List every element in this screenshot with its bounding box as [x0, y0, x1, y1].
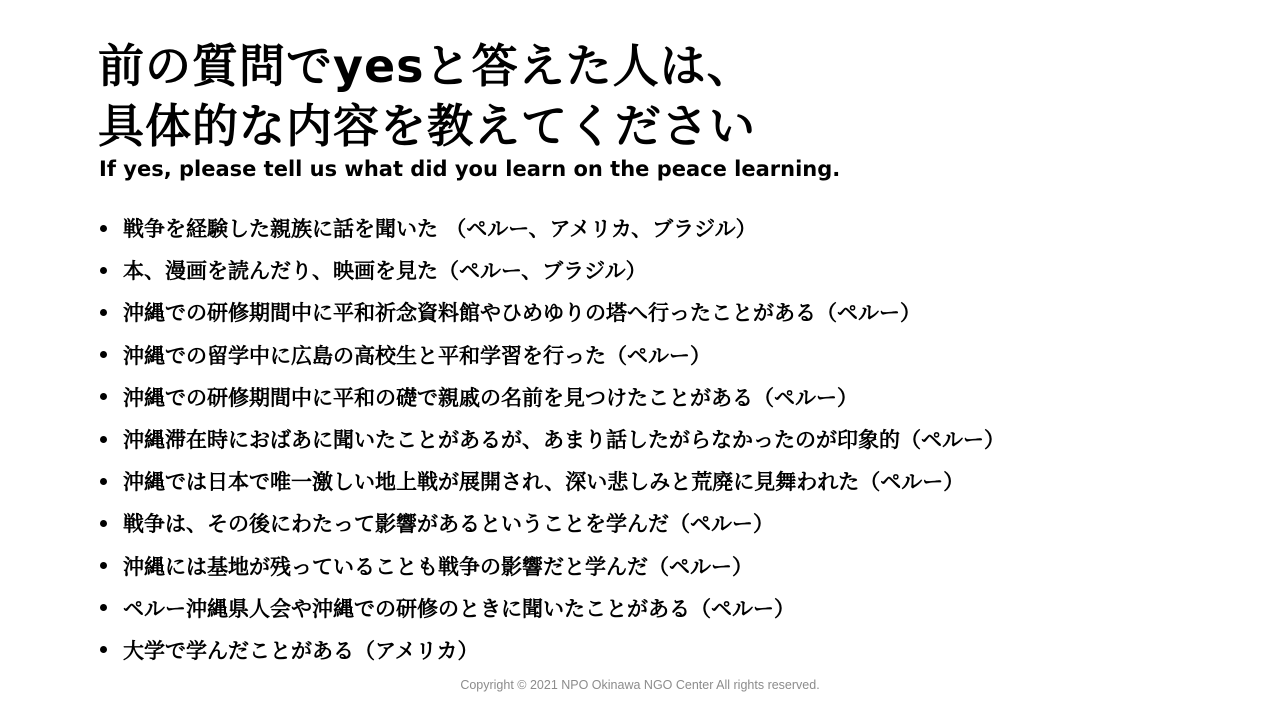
- bullet-icon: [100, 309, 107, 316]
- bullet-item: [98, 291, 1248, 333]
- bullet-icon: [100, 562, 107, 569]
- bullet-item: [98, 545, 1248, 587]
- bullet-item: [98, 376, 1248, 418]
- bullet-item: [98, 460, 1248, 502]
- bullet-icon: [100, 393, 107, 400]
- bullet-item: [98, 418, 1248, 460]
- bullet-icon: [100, 351, 107, 358]
- title-line-2: 具体的な内容を教えてください: [98, 99, 756, 153]
- bullet-icon: [100, 436, 107, 443]
- bullet-text: 沖縄での研修期間中に平和祈念資料館やひめゆりの塔へ行ったことがある（ペルー）: [123, 301, 921, 326]
- bullet-item: [98, 249, 1248, 291]
- bullet-text: 本、漫画を読んだり、映画を見た（ペルー、ブラジル）: [123, 259, 647, 284]
- bullet-icon: [100, 604, 107, 611]
- bullet-text: 戦争は、その後にわたって影響があるということを学んだ（ペルー）: [123, 512, 774, 537]
- bullet-item: [98, 207, 1248, 249]
- bullet-icon: [100, 520, 107, 527]
- bullet-icon: [100, 646, 107, 653]
- bullet-text: 戦争を経験した親族に話を聞いた （ペルー、アメリカ、ブラジル）: [123, 217, 757, 242]
- bullet-text: 沖縄滞在時におばあに聞いたことがあるが、あまり話したがらなかったのが印象的（ペルー）: [123, 428, 1005, 453]
- bullet-icon: [100, 225, 107, 232]
- bullet-item: [98, 587, 1248, 629]
- bullet-text: 大学で学んだことがある（アメリカ）: [123, 638, 479, 663]
- slide-title: [98, 36, 1198, 156]
- bullet-item: [98, 629, 1248, 671]
- slide-subtitle: If yes, please tell us what did you learn on the peace learning.: [99, 157, 841, 181]
- bullet-text: ペルー沖縄県人会や沖縄での研修のときに聞いたことがある（ペルー）: [123, 596, 795, 621]
- bullet-item: [98, 334, 1248, 376]
- bullet-item: [98, 502, 1248, 544]
- bullet-list: [98, 207, 1248, 671]
- bullet-text: 沖縄では日本で唯一激しい地上戦が展開され、深い悲しみと荒廃に見舞われた（ペルー）: [123, 470, 965, 495]
- bullet-text: 沖縄には基地が残っていることも戦争の影響だと学んだ（ペルー）: [123, 554, 753, 579]
- title-line-1: 前の質問でyesと答えた人は、: [98, 39, 754, 93]
- copyright-footer: Copyright © 2021 NPO Okinawa NGO Center All rights reserved.: [460, 678, 820, 692]
- bullet-text: 沖縄での研修期間中に平和の礎で親戚の名前を見つけたことがある（ペルー）: [123, 385, 858, 410]
- bullet-icon: [100, 478, 107, 485]
- bullet-icon: [100, 267, 107, 274]
- bullet-text: 沖縄での留学中に広島の高校生と平和学習を行った（ペルー）: [123, 343, 711, 368]
